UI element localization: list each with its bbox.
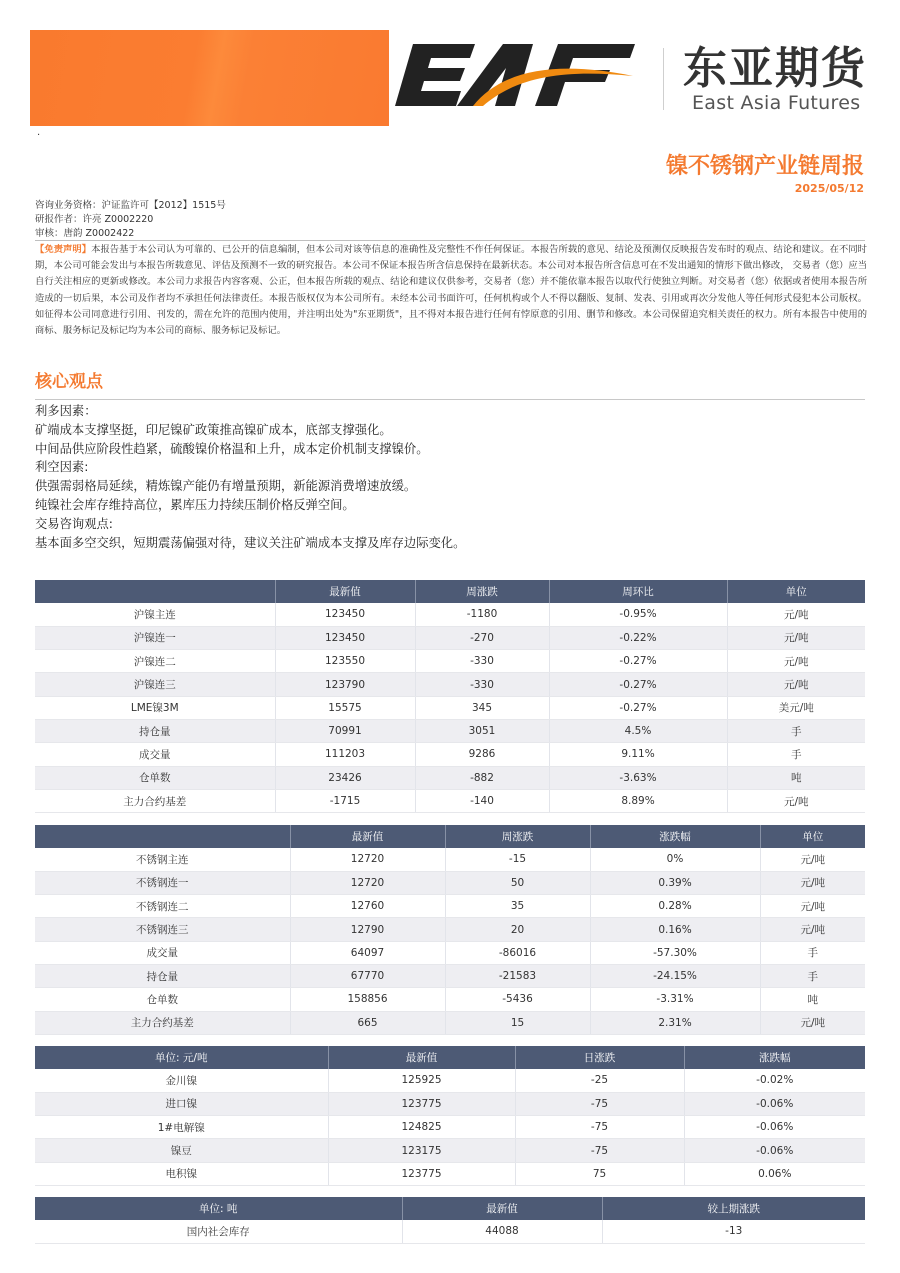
row-label: 不锈钢连一 — [35, 871, 290, 894]
table-row — [35, 1069, 865, 1092]
table-cell: -86016 — [445, 941, 590, 964]
table-row — [35, 1139, 865, 1162]
table-cell: -0.95% — [549, 603, 727, 626]
table-cell: 0.06% — [684, 1162, 865, 1185]
row-label: 主力合约基差 — [35, 789, 275, 812]
core-line: 供强需弱格局延续，精炼镍产能仍有增量预期，新能源消费增速放缓。 — [35, 479, 417, 494]
table-cell: 23426 — [275, 766, 415, 789]
reviewer: 审核：唐韵 Z0002422 — [35, 228, 135, 239]
nickel-inventory-table — [35, 1197, 865, 1244]
eaf-logo-icon — [395, 44, 640, 114]
table-cell: 吨 — [760, 988, 865, 1011]
table-cell: 4.5% — [549, 719, 727, 742]
table-cell: 美元/吨 — [727, 696, 865, 719]
table-cell: -21583 — [445, 964, 590, 987]
table-cell: -13 — [602, 1220, 865, 1243]
table-cell: 12720 — [290, 871, 445, 894]
table-cell: -75 — [515, 1092, 684, 1115]
report-title: 镍不锈钢产业链周报 — [665, 154, 864, 179]
qualification: 咨询业务资格：沪证监许可【2012】1515号 — [35, 200, 226, 211]
row-label: 成交量 — [35, 743, 275, 766]
table-cell: 123775 — [328, 1162, 515, 1185]
table-header-row — [35, 580, 865, 603]
table-cell: -15 — [445, 848, 590, 871]
row-label: 沪镍连二 — [35, 650, 275, 673]
core-line: 利多因素： — [35, 404, 97, 418]
table-row — [35, 766, 865, 789]
table-header-row — [35, 1197, 865, 1220]
column-header — [35, 825, 290, 848]
table-cell: 35 — [445, 895, 590, 918]
row-label: 主力合约基差 — [35, 1011, 290, 1034]
table-cell: 元/吨 — [760, 871, 865, 894]
column-header: 单位 — [760, 825, 865, 848]
column-header: 最新值 — [275, 580, 415, 603]
table-cell: -5436 — [445, 988, 590, 1011]
nickel-futures-table — [35, 580, 865, 813]
row-label: 不锈钢主连 — [35, 848, 290, 871]
table-cell: -24.15% — [590, 964, 760, 987]
table-cell: 8.89% — [549, 789, 727, 812]
table-cell: -882 — [415, 766, 549, 789]
table-row — [35, 871, 865, 894]
column-header: 周涨跌 — [445, 825, 590, 848]
table-cell: -57.30% — [590, 941, 760, 964]
column-header: 涨跌幅 — [684, 1046, 865, 1069]
table-cell: 9.11% — [549, 743, 727, 766]
table-row — [35, 918, 865, 941]
row-label: 电积镍 — [35, 1162, 328, 1185]
table-cell: -3.31% — [590, 988, 760, 1011]
table-row — [35, 895, 865, 918]
table-row — [35, 1092, 865, 1115]
core-line: 矿端成本支撑坚挺，印尼镍矿政策推高镍矿成本，底部支撑强化。 — [35, 422, 392, 437]
table-cell: 手 — [727, 743, 865, 766]
stainless-futures-table — [35, 825, 865, 1035]
table-cell: -1180 — [415, 603, 549, 626]
table-cell: 123450 — [275, 626, 415, 649]
table-cell: 75 — [515, 1162, 684, 1185]
table-cell: 665 — [290, 1011, 445, 1034]
table-cell: -330 — [415, 673, 549, 696]
core-line: 纯镍社会库存维持高位，累库压力持续压制价格反弹空间。 — [35, 497, 355, 512]
table-row — [35, 719, 865, 742]
table-cell: 3051 — [415, 719, 549, 742]
header-orange-banner — [30, 30, 389, 126]
table-cell: 158856 — [290, 988, 445, 1011]
table-cell: 元/吨 — [760, 918, 865, 941]
table-cell: -0.02% — [684, 1069, 865, 1092]
table-cell: 手 — [760, 964, 865, 987]
table-header-row — [35, 825, 865, 848]
table-cell: 123550 — [275, 650, 415, 673]
table-row — [35, 789, 865, 812]
table-cell: 元/吨 — [727, 789, 865, 812]
table-cell: 元/吨 — [760, 1011, 865, 1034]
row-label: 仓单数 — [35, 988, 290, 1011]
table-cell: 64097 — [290, 941, 445, 964]
table-row — [35, 696, 865, 719]
core-line: 中间品供应阶段性趋紧，硫酸镍价格温和上升，成本定价机制支撑镍价。 — [35, 441, 429, 456]
table-cell: -0.06% — [684, 1092, 865, 1115]
table-cell: 70991 — [275, 719, 415, 742]
row-label: 金川镍 — [35, 1069, 328, 1092]
table-row — [35, 1220, 865, 1243]
row-label: LME镍3M — [35, 696, 275, 719]
column-header: 最新值 — [328, 1046, 515, 1069]
disclaimer — [35, 242, 867, 339]
column-header: 涨跌幅 — [590, 825, 760, 848]
section-title-core-view: 核心观点 — [35, 372, 103, 392]
table-row — [35, 1116, 865, 1139]
report-date: 2025/05/12 — [794, 182, 864, 195]
table-cell: 15575 — [275, 696, 415, 719]
row-label: 仓单数 — [35, 766, 275, 789]
table-row — [35, 941, 865, 964]
table-header-row — [35, 1046, 865, 1069]
row-label: 1#电解镍 — [35, 1116, 328, 1139]
table-row — [35, 673, 865, 696]
row-label: 持仓量 — [35, 964, 290, 987]
table-cell: 123790 — [275, 673, 415, 696]
table-cell: 元/吨 — [727, 650, 865, 673]
table-cell: 123450 — [275, 603, 415, 626]
table-cell: -0.06% — [684, 1139, 865, 1162]
table-cell: 元/吨 — [727, 626, 865, 649]
column-header: 单位 — [727, 580, 865, 603]
report-meta — [35, 199, 226, 241]
table-cell: 手 — [727, 719, 865, 742]
core-line: 交易咨询观点: — [35, 516, 113, 531]
disclaimer-text: 本报告基于本公司认为可靠的、已公开的信息编制，但本公司对该等信息的准确性及完整性不作任何保证。本报告所载的意见、结论及预测仅反映报告发布时的观点、结论和建议。在不同时期，本公司可能会发出与本报告所载意见、评估及预测不一致的研究报告。本公司不保证本报告所含信息保持在最新状态。本公司对本报告所含信息可在不发出通知的情形下做出修改， 交易者（您）应当自行关注相应的更新或修改。本公司力求报告内容客观、公正，但本报告所载的观点、结论和建议仅供参考，交易者（您）并不能依靠本报告以取代行使独立判断。对交易者（您）依据或者使用本报告所造成的一切后果，本公司及作者均不承担任何法律责任。本报告版权仅为本公司所有。未经本公司书面许可，任何机构或个人不得以翻版、复制、发表、引用或再次分发他人等任何形式侵犯本公司版权。如征得本公司同意进行引用、刊发的，需在允许的范围内使用，并注明出处为"东亚期货"，且不得对本报告进行任何有悖原意的引用、删节和修改。本公司保留追究相关责任的权力。所有本报告中使用的商标、服务标记及标记均为本公司的商标、服务标记及标记。 — [35, 244, 867, 337]
column-header: 日涨跌 — [515, 1046, 684, 1069]
table-cell: 0% — [590, 848, 760, 871]
table-cell: -0.06% — [684, 1116, 865, 1139]
table-cell: 15 — [445, 1011, 590, 1034]
column-header: 周涨跌 — [415, 580, 549, 603]
table-cell: -25 — [515, 1069, 684, 1092]
table-cell: 345 — [415, 696, 549, 719]
table-row — [35, 848, 865, 871]
column-header — [35, 580, 275, 603]
table-cell: 67770 — [290, 964, 445, 987]
table-cell: -75 — [515, 1139, 684, 1162]
table-cell: 元/吨 — [760, 895, 865, 918]
stray-mark: · — [37, 130, 41, 141]
table-row — [35, 1162, 865, 1185]
table-cell: -330 — [415, 650, 549, 673]
row-label: 成交量 — [35, 941, 290, 964]
table-cell: 124825 — [328, 1116, 515, 1139]
column-header: 最新值 — [402, 1197, 602, 1220]
core-line: 基本面多空交织，短期震荡偏强对待，建议关注矿端成本支撑及库存边际变化。 — [35, 535, 466, 550]
table-cell: 元/吨 — [727, 673, 865, 696]
divider — [35, 240, 865, 241]
brand-name-en: East Asia Futures — [692, 92, 861, 114]
table-cell: 0.16% — [590, 918, 760, 941]
table-row — [35, 626, 865, 649]
row-label: 镍豆 — [35, 1139, 328, 1162]
row-label: 不锈钢连三 — [35, 918, 290, 941]
table-cell: -0.22% — [549, 626, 727, 649]
table-cell: -140 — [415, 789, 549, 812]
table-row — [35, 650, 865, 673]
row-label: 进口镍 — [35, 1092, 328, 1115]
table-cell: 0.28% — [590, 895, 760, 918]
table-cell: -0.27% — [549, 696, 727, 719]
table-cell: 9286 — [415, 743, 549, 766]
divider — [35, 399, 865, 400]
column-header: 较上期涨跌 — [602, 1197, 865, 1220]
table-cell: 123175 — [328, 1139, 515, 1162]
table-cell: 元/吨 — [760, 848, 865, 871]
table-cell: 125925 — [328, 1069, 515, 1092]
table-cell: 123775 — [328, 1092, 515, 1115]
table-cell: -1715 — [275, 789, 415, 812]
table-cell: -0.27% — [549, 673, 727, 696]
nickel-spot-price-table — [35, 1046, 865, 1186]
logo-divider — [663, 48, 664, 110]
table-cell: 2.31% — [590, 1011, 760, 1034]
table-cell: 20 — [445, 918, 590, 941]
core-view-body — [35, 402, 465, 552]
table-cell: -0.27% — [549, 650, 727, 673]
row-label: 持仓量 — [35, 719, 275, 742]
table-cell: 12720 — [290, 848, 445, 871]
table-cell: -270 — [415, 626, 549, 649]
row-label: 沪镍主连 — [35, 603, 275, 626]
table-cell: 44088 — [402, 1220, 602, 1243]
table-cell: -75 — [515, 1116, 684, 1139]
core-line: 利空因素: — [35, 460, 89, 475]
column-header: 周环比 — [549, 580, 727, 603]
table-row — [35, 988, 865, 1011]
row-label: 不锈钢连二 — [35, 895, 290, 918]
row-label: 沪镍连三 — [35, 673, 275, 696]
row-label: 国内社会库存 — [35, 1220, 402, 1243]
row-label: 沪镍连一 — [35, 626, 275, 649]
table-cell: 111203 — [275, 743, 415, 766]
table-cell: 0.39% — [590, 871, 760, 894]
author: 研报作者：许亮 Z0002220 — [35, 214, 154, 225]
column-header: 最新值 — [290, 825, 445, 848]
table-cell: 手 — [760, 941, 865, 964]
table-cell: 元/吨 — [727, 603, 865, 626]
table-cell: 12790 — [290, 918, 445, 941]
table-row — [35, 1011, 865, 1034]
column-header: 单位: 元/吨 — [35, 1046, 328, 1069]
table-cell: -3.63% — [549, 766, 727, 789]
brand-name-cn: 东亚期货 — [683, 43, 867, 94]
table-cell: 吨 — [727, 766, 865, 789]
disclaimer-tag: 【免责声明】 — [35, 244, 92, 255]
table-row — [35, 743, 865, 766]
table-row — [35, 603, 865, 626]
column-header: 单位: 吨 — [35, 1197, 402, 1220]
table-cell: 50 — [445, 871, 590, 894]
table-cell: 12760 — [290, 895, 445, 918]
table-row — [35, 964, 865, 987]
